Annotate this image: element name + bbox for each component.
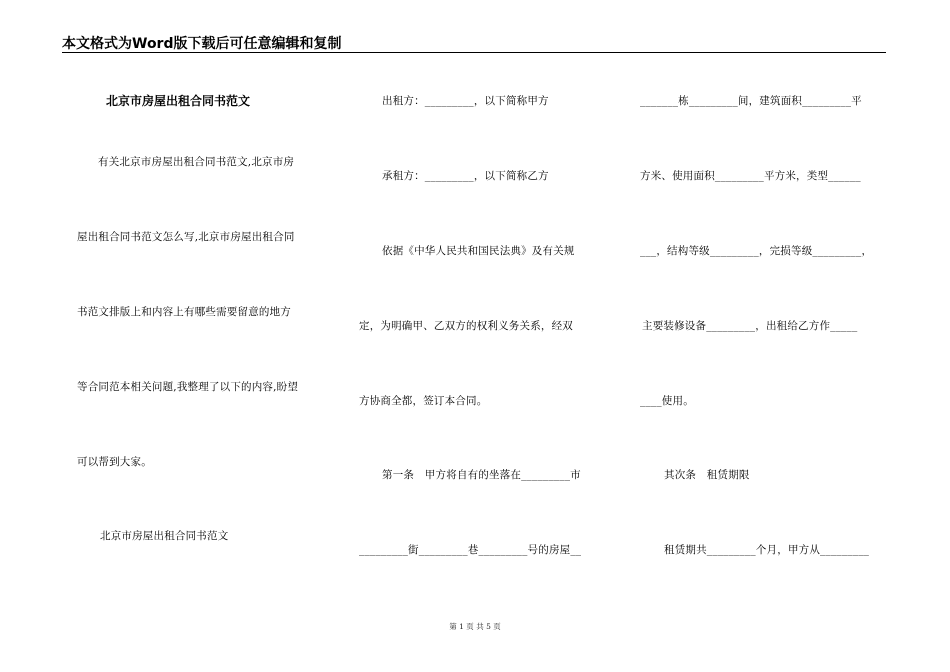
col3-line-2: 方米、使用面积_________平方米，类型______ <box>640 170 861 182</box>
col1-line-1: 有关北京市房屋出租合同书范文,北京市房 <box>98 156 295 168</box>
page-number-footer: 第 1 页 共 5 页 <box>449 622 501 631</box>
col2-line-7: _________街_________巷_________号的房屋__ <box>359 544 582 556</box>
col3-line-7: 租赁期共_________个月，甲方从_________ <box>664 544 870 556</box>
col2-line-5: 方协商全都，签订本合同。 <box>359 395 488 407</box>
col2-line-3: 依据《中华人民共和国民法典》及有关规 <box>382 245 575 257</box>
col3-line-4: 主要装修设备_________，出租给乙方作_____ <box>642 320 858 332</box>
col2-line-1: 出租方：_________，以下简称甲方 <box>382 95 549 107</box>
col1-line-5: 可以帮到大家。 <box>77 456 152 468</box>
col1-line-2: 屋出租合同书范文怎么写,北京市房屋出租合同 <box>77 231 295 243</box>
col1-line-4: 等合同范本相关问题,我整理了以下的内容,盼望 <box>77 381 299 393</box>
col1-line-3: 书范文排版上和内容上有哪些需要留意的地方 <box>77 306 291 318</box>
document-title: 北京市房屋出租合同书范文 <box>106 94 251 108</box>
col3-line-5: ____使用。 <box>640 395 694 407</box>
col3-line-1: _______栋_________间，建筑面积_________平 <box>640 95 862 107</box>
col2-line-2: 承租方：_________，以下简称乙方 <box>382 170 549 182</box>
col2-line-4: 定，为明确甲、乙双方的权利义务关系，经双 <box>359 320 573 332</box>
col1-line-6: 北京市房屋出租合同书范文 <box>100 530 229 542</box>
document-header-title: 本文格式为Word版下载后可任意编辑和复制 <box>62 36 342 52</box>
col2-line-6: 第一条 甲方将自有的坐落在_________市 <box>382 469 581 481</box>
col3-line-6: 其次条 租赁期限 <box>664 469 750 481</box>
col3-line-3: ___，结构等级_________，完损等级_________， <box>640 245 873 257</box>
header-divider <box>62 52 886 53</box>
